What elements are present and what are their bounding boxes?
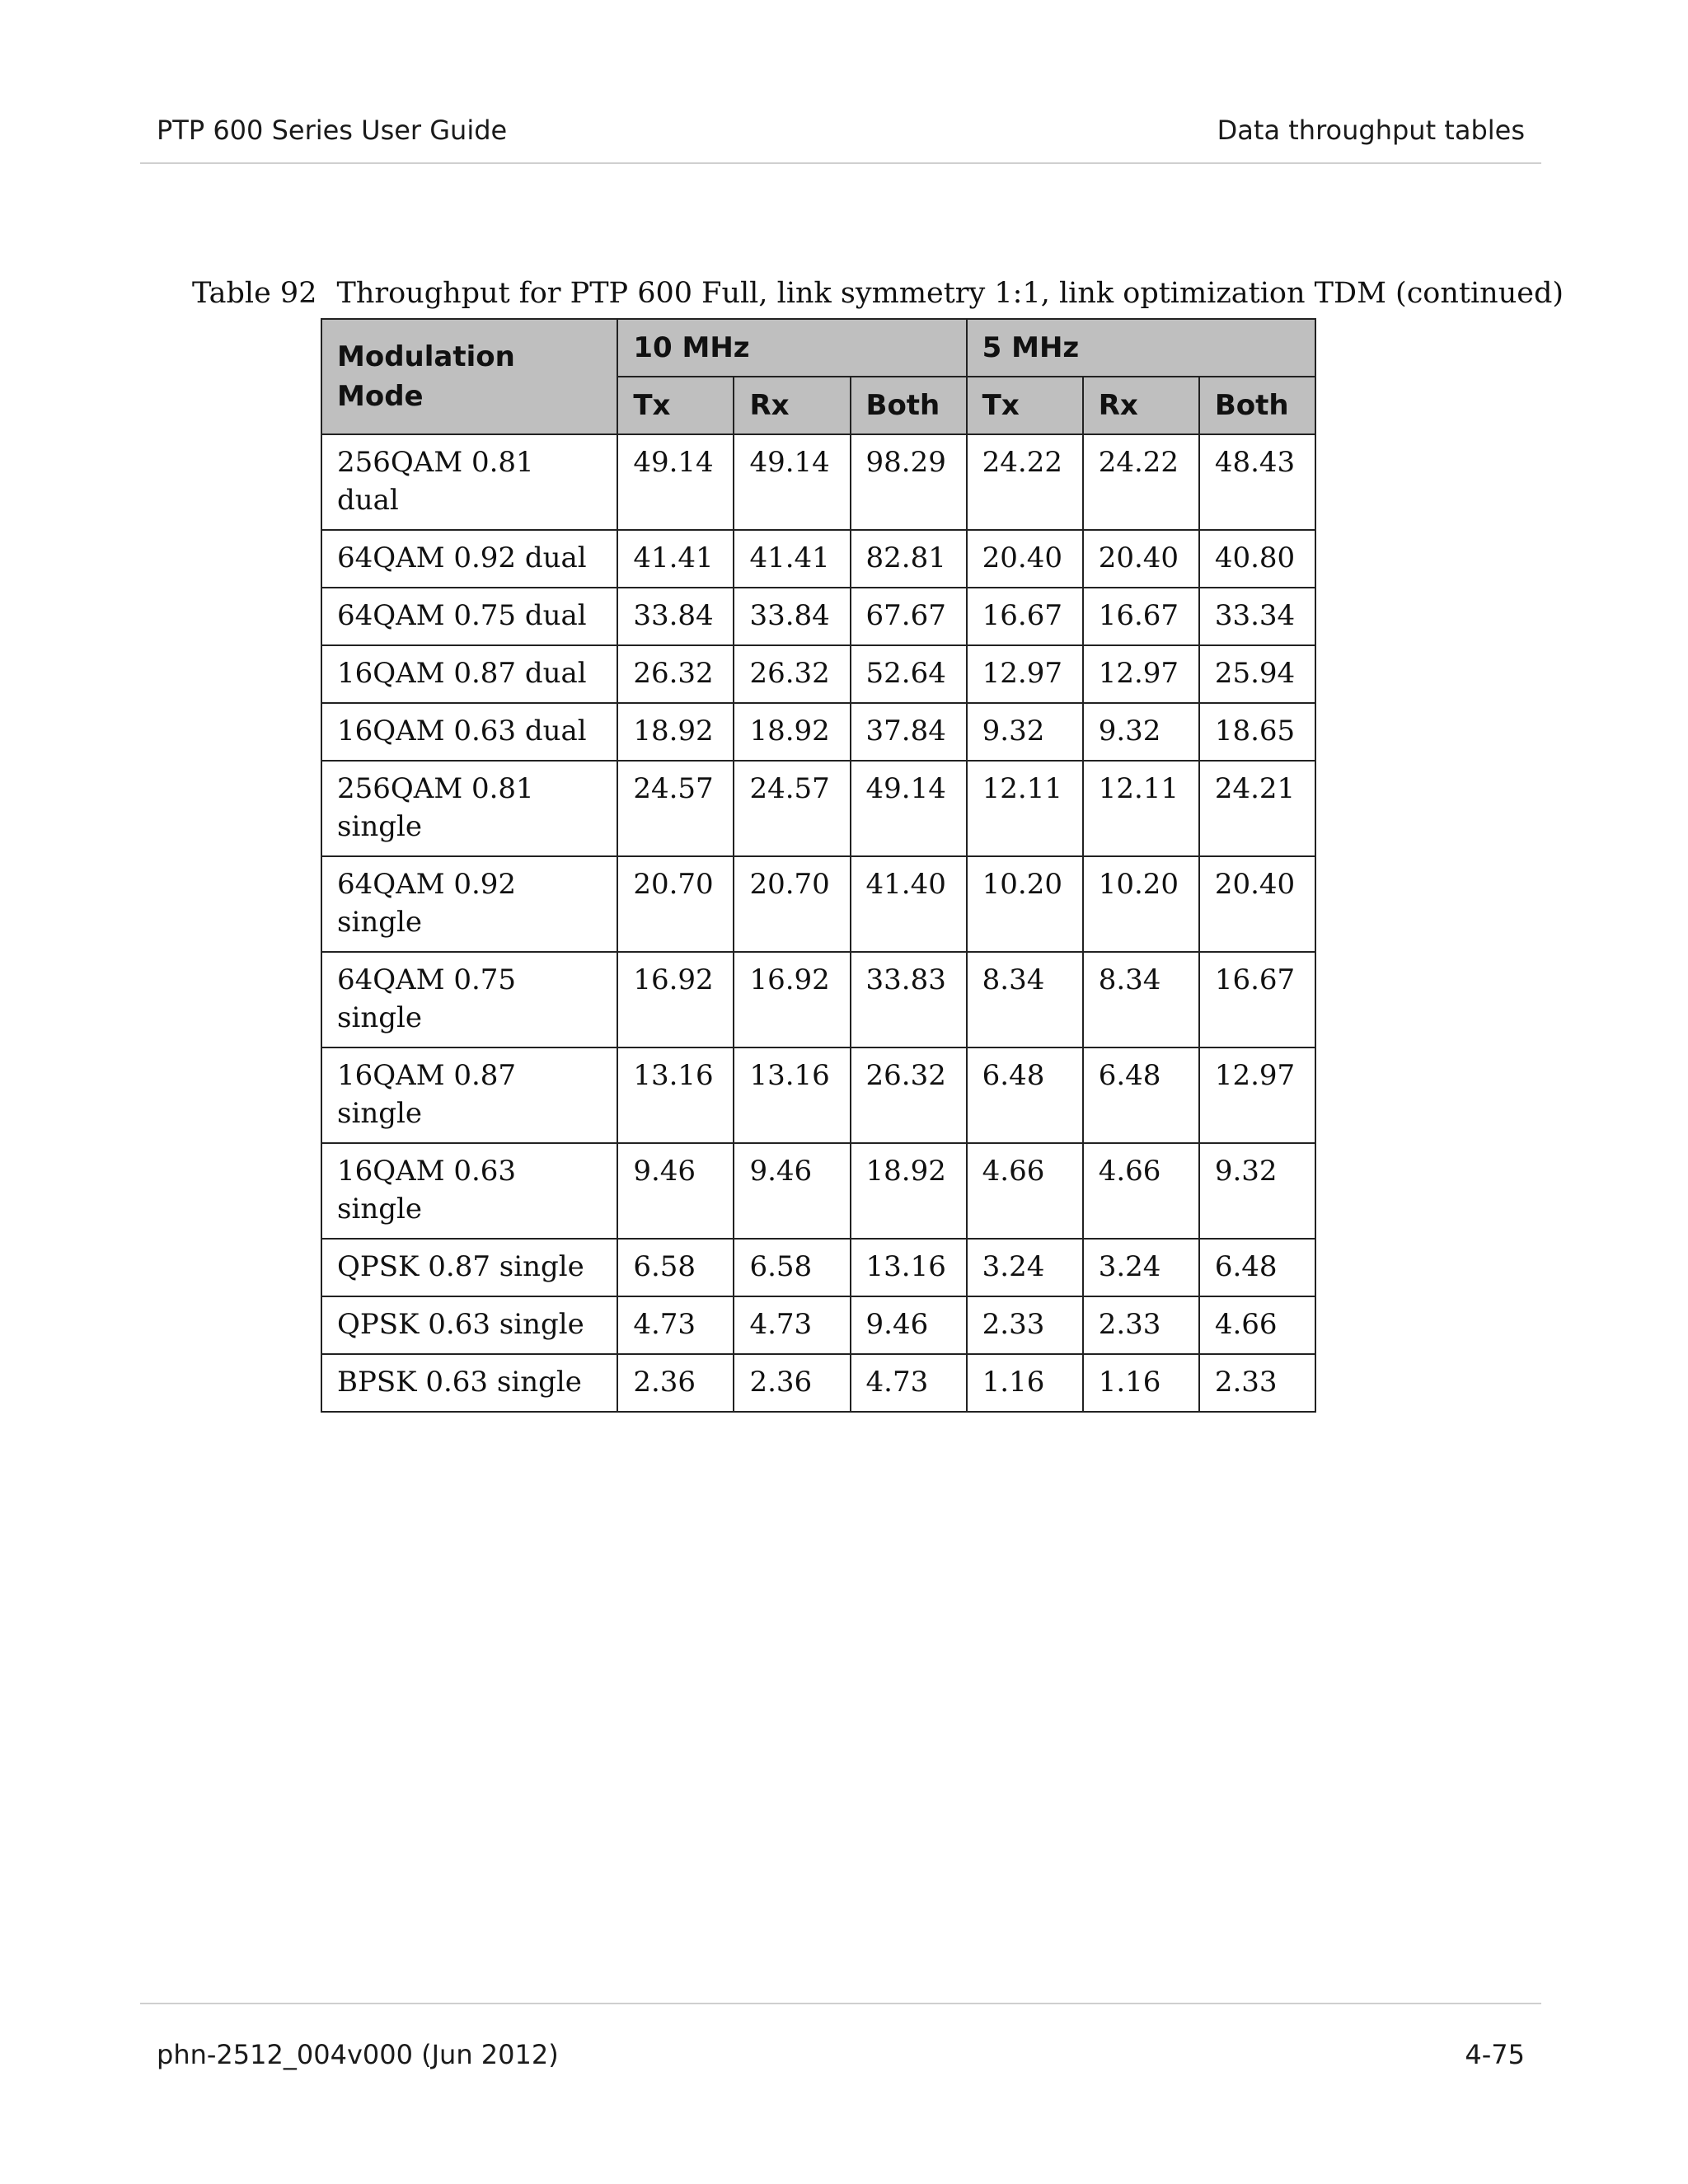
rx-5mhz-cell: 9.32 xyxy=(1083,703,1199,761)
rx-10mhz-cell: 6.58 xyxy=(734,1239,850,1296)
tx-5mhz-cell: 16.67 xyxy=(967,588,1083,645)
group-header-5mhz: 5 MHz xyxy=(967,319,1315,377)
subheader-rx: Rx xyxy=(1083,377,1199,434)
rx-10mhz-cell: 24.57 xyxy=(734,761,850,856)
both-10mhz-cell: 18.92 xyxy=(851,1143,967,1239)
rx-10mhz-cell: 33.84 xyxy=(734,588,850,645)
tx-10mhz-cell: 33.84 xyxy=(617,588,734,645)
header-section-title: Data throughput tables xyxy=(1217,115,1525,146)
modulation-mode-cell: 16QAM 0.63 single xyxy=(321,1143,617,1239)
rx-5mhz-cell: 2.33 xyxy=(1083,1296,1199,1354)
modulation-mode-cell: BPSK 0.63 single xyxy=(321,1354,617,1412)
throughput-table xyxy=(321,318,1316,1413)
tx-5mhz-cell: 1.16 xyxy=(967,1354,1083,1412)
both-5mhz-cell: 25.94 xyxy=(1199,645,1315,703)
rx-10mhz-cell: 26.32 xyxy=(734,645,850,703)
both-5mhz-cell: 9.32 xyxy=(1199,1143,1315,1239)
tx-5mhz-cell: 12.97 xyxy=(967,645,1083,703)
tx-10mhz-cell: 13.16 xyxy=(617,1047,734,1143)
both-10mhz-cell: 67.67 xyxy=(851,588,967,645)
table-row xyxy=(321,645,1315,703)
tx-5mhz-cell: 9.32 xyxy=(967,703,1083,761)
header-doc-title: PTP 600 Series User Guide xyxy=(157,115,508,146)
rx-5mhz-cell: 10.20 xyxy=(1083,856,1199,952)
subheader-tx: Tx xyxy=(617,377,734,434)
tx-5mhz-cell: 10.20 xyxy=(967,856,1083,952)
tx-10mhz-cell: 6.58 xyxy=(617,1239,734,1296)
modulation-mode-cell: 16QAM 0.63 dual xyxy=(321,703,617,761)
tx-5mhz-cell: 3.24 xyxy=(967,1239,1083,1296)
footer-doc-id: phn-2512_004v000 (Jun 2012) xyxy=(157,2039,559,2070)
modulation-mode-cell: 64QAM 0.75 dual xyxy=(321,588,617,645)
modulation-mode-cell: 16QAM 0.87 single xyxy=(321,1047,617,1143)
table-body xyxy=(321,434,1315,1412)
rx-10mhz-cell: 2.36 xyxy=(734,1354,850,1412)
tx-10mhz-cell: 18.92 xyxy=(617,703,734,761)
both-10mhz-cell: 52.64 xyxy=(851,645,967,703)
both-10mhz-cell: 9.46 xyxy=(851,1296,967,1354)
rx-10mhz-cell: 49.14 xyxy=(734,434,850,530)
rx-5mhz-cell: 4.66 xyxy=(1083,1143,1199,1239)
subheader-both: Both xyxy=(1199,377,1315,434)
modulation-mode-cell: 64QAM 0.92 dual xyxy=(321,530,617,588)
tx-10mhz-cell: 9.46 xyxy=(617,1143,734,1239)
both-10mhz-cell: 82.81 xyxy=(851,530,967,588)
both-5mhz-cell: 16.67 xyxy=(1199,952,1315,1047)
table-row xyxy=(321,588,1315,645)
rx-10mhz-cell: 4.73 xyxy=(734,1296,850,1354)
tx-10mhz-cell: 2.36 xyxy=(617,1354,734,1412)
rx-10mhz-cell: 20.70 xyxy=(734,856,850,952)
tx-5mhz-cell: 12.11 xyxy=(967,761,1083,856)
both-10mhz-cell: 26.32 xyxy=(851,1047,967,1143)
rx-5mhz-cell: 3.24 xyxy=(1083,1239,1199,1296)
tx-10mhz-cell: 24.57 xyxy=(617,761,734,856)
table-row xyxy=(321,703,1315,761)
both-5mhz-cell: 24.21 xyxy=(1199,761,1315,856)
both-10mhz-cell: 33.83 xyxy=(851,952,967,1047)
modulation-mode-cell: 16QAM 0.87 dual xyxy=(321,645,617,703)
both-10mhz-cell: 4.73 xyxy=(851,1354,967,1412)
both-5mhz-cell: 33.34 xyxy=(1199,588,1315,645)
modulation-mode-cell: 64QAM 0.92 single xyxy=(321,856,617,952)
both-10mhz-cell: 37.84 xyxy=(851,703,967,761)
tx-10mhz-cell: 16.92 xyxy=(617,952,734,1047)
table-row xyxy=(321,1296,1315,1354)
both-5mhz-cell: 40.80 xyxy=(1199,530,1315,588)
table-row xyxy=(321,1143,1315,1239)
both-10mhz-cell: 49.14 xyxy=(851,761,967,856)
tx-5mhz-cell: 4.66 xyxy=(967,1143,1083,1239)
table-row xyxy=(321,856,1315,952)
rx-10mhz-cell: 9.46 xyxy=(734,1143,850,1239)
both-10mhz-cell: 13.16 xyxy=(851,1239,967,1296)
group-header-10mhz: 10 MHz xyxy=(617,319,966,377)
subheader-rx: Rx xyxy=(734,377,850,434)
tx-10mhz-cell: 4.73 xyxy=(617,1296,734,1354)
tx-10mhz-cell: 26.32 xyxy=(617,645,734,703)
tx-5mhz-cell: 20.40 xyxy=(967,530,1083,588)
modulation-mode-cell: QPSK 0.87 single xyxy=(321,1239,617,1296)
table-row xyxy=(321,530,1315,588)
modulation-mode-cell: 256QAM 0.81 single xyxy=(321,761,617,856)
both-5mhz-cell: 20.40 xyxy=(1199,856,1315,952)
tx-5mhz-cell: 24.22 xyxy=(967,434,1083,530)
subheader-tx: Tx xyxy=(967,377,1083,434)
table-row xyxy=(321,761,1315,856)
rx-10mhz-cell: 18.92 xyxy=(734,703,850,761)
rx-5mhz-cell: 12.97 xyxy=(1083,645,1199,703)
both-5mhz-cell: 2.33 xyxy=(1199,1354,1315,1412)
rx-5mhz-cell: 16.67 xyxy=(1083,588,1199,645)
rx-5mhz-cell: 24.22 xyxy=(1083,434,1199,530)
tx-10mhz-cell: 49.14 xyxy=(617,434,734,530)
both-5mhz-cell: 18.65 xyxy=(1199,703,1315,761)
both-10mhz-cell: 41.40 xyxy=(851,856,967,952)
rx-10mhz-cell: 16.92 xyxy=(734,952,850,1047)
rx-5mhz-cell: 6.48 xyxy=(1083,1047,1199,1143)
rx-5mhz-cell: 12.11 xyxy=(1083,761,1199,856)
table-header-row xyxy=(321,319,1315,377)
table-row xyxy=(321,1239,1315,1296)
both-5mhz-cell: 4.66 xyxy=(1199,1296,1315,1354)
both-5mhz-cell: 12.97 xyxy=(1199,1047,1315,1143)
footer-page-number: 4-75 xyxy=(1465,2039,1525,2070)
table-caption xyxy=(192,277,1564,310)
both-5mhz-cell: 48.43 xyxy=(1199,434,1315,530)
table-caption-number: Table 92 xyxy=(192,277,317,310)
modulation-mode-cell: 64QAM 0.75 single xyxy=(321,952,617,1047)
table-row xyxy=(321,1354,1315,1412)
modulation-mode-header: Modulation Mode xyxy=(321,319,617,434)
modulation-mode-cell: 256QAM 0.81 dual xyxy=(321,434,617,530)
rx-10mhz-cell: 41.41 xyxy=(734,530,850,588)
table-row xyxy=(321,952,1315,1047)
footer-rule xyxy=(140,2003,1541,2004)
table-caption-text: Throughput for PTP 600 Full, link symmetry 1:1, link optimization TDM (continued) xyxy=(336,277,1564,310)
tx-5mhz-cell: 8.34 xyxy=(967,952,1083,1047)
subheader-both: Both xyxy=(851,377,967,434)
modulation-mode-cell: QPSK 0.63 single xyxy=(321,1296,617,1354)
table-row xyxy=(321,434,1315,530)
table-row xyxy=(321,1047,1315,1143)
rx-10mhz-cell: 13.16 xyxy=(734,1047,850,1143)
tx-10mhz-cell: 41.41 xyxy=(617,530,734,588)
rx-5mhz-cell: 1.16 xyxy=(1083,1354,1199,1412)
rx-5mhz-cell: 20.40 xyxy=(1083,530,1199,588)
tx-10mhz-cell: 20.70 xyxy=(617,856,734,952)
tx-5mhz-cell: 2.33 xyxy=(967,1296,1083,1354)
tx-5mhz-cell: 6.48 xyxy=(967,1047,1083,1143)
header-rule xyxy=(140,162,1541,164)
rx-5mhz-cell: 8.34 xyxy=(1083,952,1199,1047)
both-5mhz-cell: 6.48 xyxy=(1199,1239,1315,1296)
both-10mhz-cell: 98.29 xyxy=(851,434,967,530)
